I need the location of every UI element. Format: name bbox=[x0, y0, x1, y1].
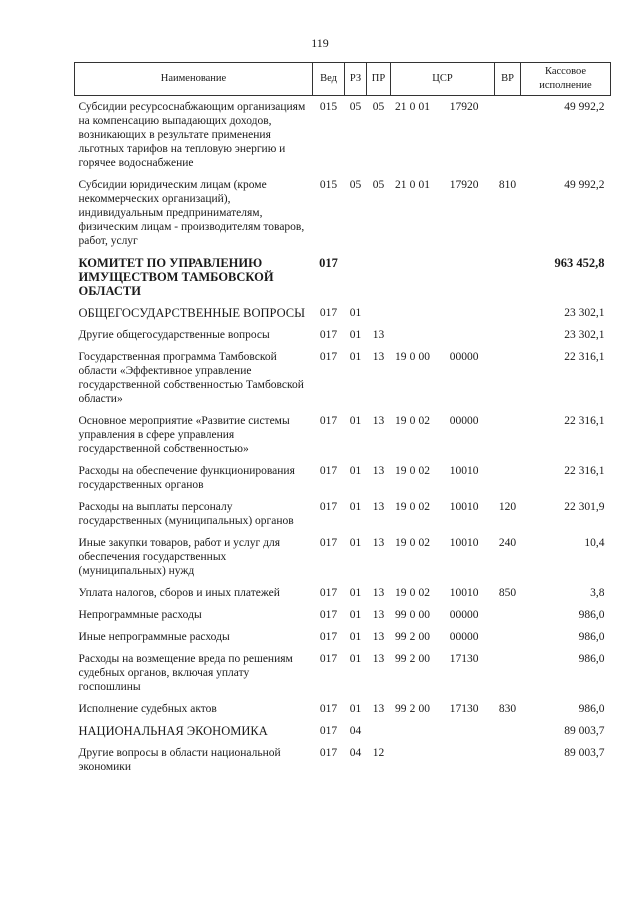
row-name: Непрограммные расходы bbox=[78, 609, 202, 621]
table-row bbox=[75, 630, 611, 652]
row-pr: 13 bbox=[372, 351, 385, 363]
csr-part: 0 bbox=[409, 537, 416, 549]
csr-part: 00 bbox=[418, 703, 430, 715]
row-csr bbox=[391, 746, 495, 782]
row-vr bbox=[495, 630, 521, 652]
row-csr bbox=[391, 328, 495, 350]
table-row bbox=[75, 256, 611, 306]
csr-part: 00 bbox=[418, 609, 430, 621]
row-name: Другие вопросы в области национальной экономики bbox=[78, 747, 281, 773]
row-amount: 986,0 bbox=[578, 653, 605, 665]
csr-part: 19 bbox=[395, 587, 407, 599]
row-ved: 015 bbox=[319, 179, 338, 191]
row-rz: 04 bbox=[349, 725, 362, 737]
header-pr: ПР bbox=[367, 63, 391, 96]
csr-part: 0 bbox=[409, 351, 416, 363]
row-vr bbox=[495, 608, 521, 630]
header-amount: Кассовое исполнение bbox=[521, 63, 611, 96]
table-row bbox=[75, 702, 611, 724]
csr-part: 0 bbox=[409, 179, 416, 191]
row-ved: 017 bbox=[319, 351, 338, 363]
row-amount: 963 452,8 bbox=[554, 256, 605, 270]
page-number: 119 bbox=[311, 36, 329, 50]
row-name: Расходы на обеспечение функционирования государственных органов bbox=[78, 465, 295, 491]
header-ved: Вед bbox=[313, 63, 345, 96]
row-rz: 01 bbox=[349, 631, 362, 643]
row-pr: 12 bbox=[372, 747, 385, 759]
csr-part: 00000 bbox=[449, 415, 479, 427]
row-name: Иные закупки товаров, работ и услуг для обеспечения государственных (муниципальных) нужд bbox=[78, 537, 280, 577]
row-ved: 017 bbox=[319, 653, 338, 665]
csr-part: 00 bbox=[418, 351, 430, 363]
row-csr bbox=[391, 414, 495, 464]
row-amount: 49 992,2 bbox=[564, 179, 605, 191]
csr-part: 10010 bbox=[449, 465, 479, 477]
row-ved: 017 bbox=[319, 747, 338, 759]
row-name: Основное мероприятие «Развитие системы управления в сфере управления государственной собственностью» bbox=[78, 415, 290, 455]
row-amount: 3,8 bbox=[590, 587, 605, 599]
row-ved: 017 bbox=[319, 631, 338, 643]
table-row bbox=[75, 328, 611, 350]
row-csr bbox=[391, 350, 495, 414]
row-ved: 017 bbox=[319, 537, 338, 549]
header-vr: ВР bbox=[495, 63, 521, 96]
row-csr bbox=[391, 100, 495, 178]
table-row bbox=[75, 414, 611, 464]
header-name: Наименование bbox=[75, 63, 313, 96]
row-ved: 017 bbox=[319, 725, 338, 737]
csr-part: 19 bbox=[395, 501, 407, 513]
row-vr bbox=[495, 464, 521, 500]
table-row bbox=[75, 652, 611, 702]
row-ved: 017 bbox=[319, 465, 338, 477]
header-csr: ЦСР bbox=[391, 63, 495, 96]
row-pr: 13 bbox=[372, 465, 385, 477]
csr-part: 0 bbox=[409, 465, 416, 477]
row-pr: 05 bbox=[372, 179, 385, 191]
csr-part: 0 bbox=[409, 587, 416, 599]
row-name: Расходы на возмещение вреда по решениям судебных органов, включая уплату госпошлины bbox=[78, 653, 293, 693]
row-rz: 01 bbox=[349, 465, 362, 477]
table-row bbox=[75, 350, 611, 414]
csr-part: 02 bbox=[418, 415, 430, 427]
row-vr bbox=[495, 414, 521, 464]
csr-part: 01 bbox=[418, 179, 430, 191]
row-vr: 240 bbox=[498, 537, 517, 549]
row-amount: 10,4 bbox=[584, 537, 605, 549]
csr-part: 2 bbox=[409, 631, 416, 643]
row-ved: 017 bbox=[319, 609, 338, 621]
csr-part: 00000 bbox=[449, 631, 479, 643]
row-rz: 01 bbox=[349, 653, 362, 665]
row-amount: 22 316,1 bbox=[564, 415, 605, 427]
csr-part: 17920 bbox=[449, 101, 479, 113]
csr-part: 99 bbox=[395, 631, 407, 643]
table-row bbox=[75, 306, 611, 328]
row-vr bbox=[495, 724, 521, 746]
row-name: ОБЩЕГОСУДАРСТВЕННЫЕ ВОПРОСЫ bbox=[78, 306, 306, 320]
row-vr bbox=[495, 328, 521, 350]
row-vr: 850 bbox=[498, 587, 517, 599]
csr-part: 99 bbox=[395, 703, 407, 715]
csr-part: 02 bbox=[418, 465, 430, 477]
row-name: Иные непрограммные расходы bbox=[78, 631, 230, 643]
row-pr: 13 bbox=[372, 329, 385, 341]
csr-part: 2 bbox=[409, 653, 416, 665]
row-pr: 13 bbox=[372, 631, 385, 643]
row-name: КОМИТЕТ ПО УПРАВЛЕНИЮ ИМУЩЕСТВОМ ТАМБОВСКОЙ ОБЛАСТИ bbox=[78, 256, 274, 298]
csr-part: 00000 bbox=[449, 609, 479, 621]
csr-part: 17130 bbox=[449, 703, 479, 715]
row-vr bbox=[495, 306, 521, 328]
csr-part: 17130 bbox=[449, 653, 479, 665]
row-pr: 13 bbox=[372, 653, 385, 665]
row-rz: 01 bbox=[349, 703, 362, 715]
table-row bbox=[75, 536, 611, 586]
row-name: Субсидии юридическим лицам (кроме некоммерческих организаций), индивидуальным предпринимателям, физическим лицам - производителям товаров, работ, услуг bbox=[78, 179, 305, 247]
table-header-row bbox=[75, 63, 611, 96]
csr-part: 10010 bbox=[449, 587, 479, 599]
csr-part: 21 bbox=[395, 179, 407, 191]
row-name: Исполнение судебных актов bbox=[78, 703, 217, 715]
csr-part: 10010 bbox=[449, 501, 479, 513]
csr-part: 00000 bbox=[449, 351, 479, 363]
row-ved: 017 bbox=[319, 587, 338, 599]
row-amount: 22 316,1 bbox=[564, 351, 605, 363]
row-amount: 89 003,7 bbox=[564, 747, 605, 759]
csr-part: 0 bbox=[409, 415, 416, 427]
row-ved: 017 bbox=[319, 415, 338, 427]
row-rz: 01 bbox=[349, 415, 362, 427]
row-csr bbox=[391, 630, 495, 652]
row-ved: 015 bbox=[319, 101, 338, 113]
csr-part: 02 bbox=[418, 501, 430, 513]
csr-part: 00 bbox=[418, 653, 430, 665]
row-name: Другие общегосударственные вопросы bbox=[78, 329, 270, 341]
row-pr bbox=[367, 306, 391, 328]
row-vr: 830 bbox=[498, 703, 517, 715]
row-pr: 13 bbox=[372, 537, 385, 549]
csr-part: 10010 bbox=[449, 537, 479, 549]
row-rz: 01 bbox=[349, 609, 362, 621]
row-rz: 01 bbox=[349, 329, 362, 341]
table-row bbox=[75, 500, 611, 536]
row-csr bbox=[391, 464, 495, 500]
row-vr: 120 bbox=[498, 501, 517, 513]
row-name: Расходы на выплаты персоналу государственных (муниципальных) органов bbox=[78, 501, 294, 527]
budget-table bbox=[74, 62, 611, 782]
row-amount: 986,0 bbox=[578, 703, 605, 715]
row-pr: 13 bbox=[372, 587, 385, 599]
table-row bbox=[75, 586, 611, 608]
row-ved: 017 bbox=[319, 307, 338, 319]
table-row bbox=[75, 464, 611, 500]
row-csr bbox=[391, 724, 495, 746]
row-pr: 13 bbox=[372, 609, 385, 621]
row-csr bbox=[391, 652, 495, 702]
row-amount: 986,0 bbox=[578, 609, 605, 621]
csr-part: 99 bbox=[395, 609, 407, 621]
row-csr bbox=[391, 586, 495, 608]
row-amount: 23 302,1 bbox=[564, 307, 605, 319]
row-ved: 017 bbox=[319, 256, 338, 270]
row-vr bbox=[495, 256, 521, 306]
csr-part: 99 bbox=[395, 653, 407, 665]
csr-part: 02 bbox=[418, 587, 430, 599]
table-row bbox=[75, 100, 611, 178]
table-row bbox=[75, 724, 611, 746]
row-ved: 017 bbox=[319, 703, 338, 715]
row-vr bbox=[495, 746, 521, 782]
csr-part: 01 bbox=[418, 101, 430, 113]
csr-part: 19 bbox=[395, 351, 407, 363]
row-rz: 04 bbox=[349, 747, 362, 759]
csr-part: 0 bbox=[409, 501, 416, 513]
row-rz: 01 bbox=[349, 587, 362, 599]
table-body bbox=[75, 96, 611, 783]
csr-part: 19 bbox=[395, 415, 407, 427]
table-row bbox=[75, 608, 611, 630]
row-vr: 810 bbox=[498, 179, 517, 191]
row-amount: 89 003,7 bbox=[564, 725, 605, 737]
row-pr: 13 bbox=[372, 415, 385, 427]
row-csr bbox=[391, 608, 495, 630]
row-pr bbox=[367, 724, 391, 746]
csr-part: 19 bbox=[395, 465, 407, 477]
csr-part: 0 bbox=[409, 609, 416, 621]
row-ved: 017 bbox=[319, 329, 338, 341]
row-name: Государственная программа Тамбовской области «Эффективное управление государственной собственностью Тамбовской области» bbox=[78, 351, 304, 405]
row-amount: 49 992,2 bbox=[564, 101, 605, 113]
row-rz: 01 bbox=[349, 537, 362, 549]
row-rz: 01 bbox=[349, 307, 362, 319]
row-csr bbox=[391, 500, 495, 536]
row-amount: 986,0 bbox=[578, 631, 605, 643]
csr-part: 21 bbox=[395, 101, 407, 113]
row-ved: 017 bbox=[319, 501, 338, 513]
row-amount: 23 302,1 bbox=[564, 329, 605, 341]
row-pr: 13 bbox=[372, 703, 385, 715]
csr-part: 19 bbox=[395, 537, 407, 549]
row-rz: 01 bbox=[349, 501, 362, 513]
row-amount: 22 301,9 bbox=[564, 501, 605, 513]
row-vr bbox=[495, 100, 521, 178]
row-rz: 01 bbox=[349, 351, 362, 363]
header-rz: РЗ bbox=[345, 63, 367, 96]
row-pr: 05 bbox=[372, 101, 385, 113]
csr-part: 0 bbox=[409, 101, 416, 113]
row-name: Субсидии ресурсоснабжающим организациям на компенсацию выпадающих доходов, возникающих в результате применения льготных тарифов на тепловую энергию и горячее водоснабжение bbox=[78, 101, 306, 169]
row-vr bbox=[495, 652, 521, 702]
table-row bbox=[75, 178, 611, 256]
row-csr bbox=[391, 256, 495, 306]
row-csr bbox=[391, 702, 495, 724]
row-vr bbox=[495, 350, 521, 414]
row-rz bbox=[345, 256, 367, 306]
row-name: НАЦИОНАЛЬНАЯ ЭКОНОМИКА bbox=[78, 724, 268, 738]
row-csr bbox=[391, 536, 495, 586]
row-pr bbox=[367, 256, 391, 306]
csr-part: 17920 bbox=[449, 179, 479, 191]
row-name: Уплата налогов, сборов и иных платежей bbox=[78, 587, 280, 599]
row-rz: 05 bbox=[349, 179, 362, 191]
row-pr: 13 bbox=[372, 501, 385, 513]
csr-part: 00 bbox=[418, 631, 430, 643]
table-row bbox=[75, 746, 611, 782]
row-amount: 22 316,1 bbox=[564, 465, 605, 477]
csr-part: 02 bbox=[418, 537, 430, 549]
row-csr bbox=[391, 178, 495, 256]
csr-part: 2 bbox=[409, 703, 416, 715]
row-rz: 05 bbox=[349, 101, 362, 113]
row-csr bbox=[391, 306, 495, 328]
